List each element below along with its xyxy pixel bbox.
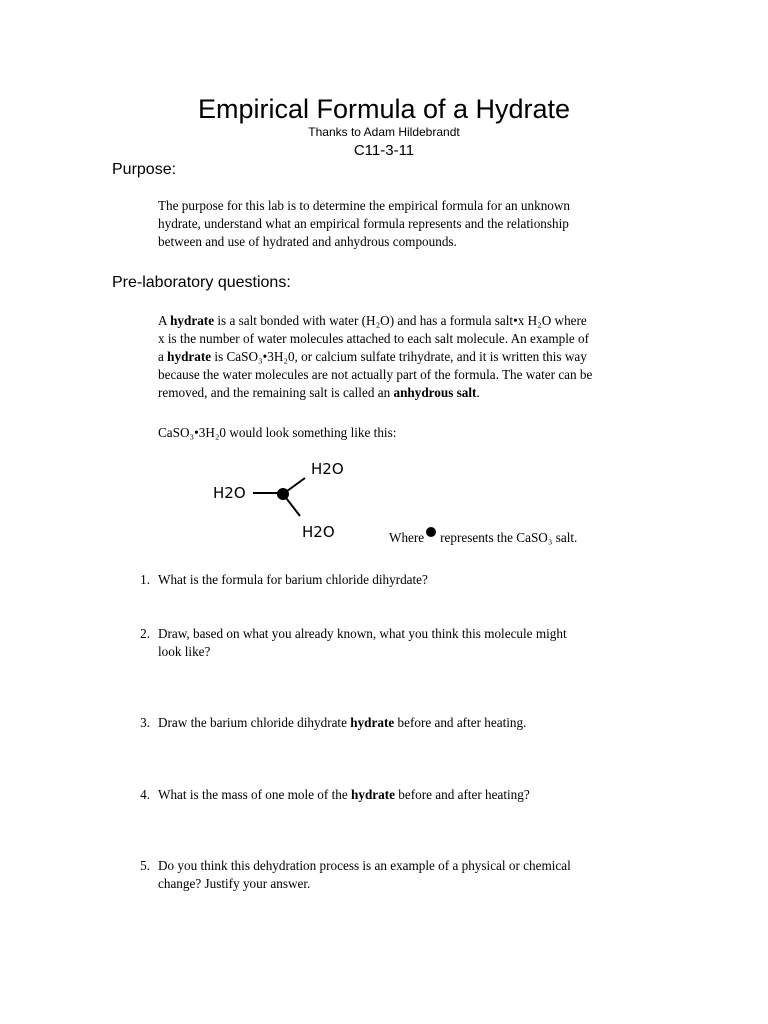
water-label-bottom: H2O: [302, 523, 335, 541]
question-number: 4.: [140, 787, 150, 802]
question-number: 3.: [140, 715, 150, 730]
diagram-intro: CaSO₃•3H₂0 would look something like this:: [158, 425, 397, 440]
salt-dot-icon: [277, 488, 289, 500]
question-text: Draw the barium chloride dihydrate hydrate before and after heating.: [158, 715, 527, 730]
hydrate-line: A hydrate is a salt bonded with water (H₂O) and has a formula salt•x H₂O where: [158, 313, 587, 328]
purpose-line: between and use of hydrated and anhydrous compounds.: [158, 234, 457, 249]
prelab-heading: Pre-laboratory questions:: [112, 274, 291, 291]
hydrate-line: because the water molecules are not actually part of the formula. The water can be: [158, 367, 593, 382]
page-title: Empirical Formula of a Hydrate: [197, 94, 571, 124]
hydrate-line: a hydrate is CaSO₃•3H₂0, or calcium sulfate trihydrate, and it is written this way: [158, 349, 587, 364]
diagram-legend: Where represents the CaSO₃ salt.: [389, 529, 577, 547]
hydrate-line: removed, and the remaining salt is called an anhydrous salt.: [158, 385, 480, 400]
question-text: Draw, based on what you already known, what you think this molecule might: [158, 626, 567, 641]
purpose-paragraph: [158, 197, 648, 251]
bond-top: [283, 478, 305, 494]
water-label-left: H2O: [213, 484, 246, 502]
purpose-line: hydrate, understand what an empirical formula represents and the relationship: [158, 216, 569, 231]
purpose-heading: Purpose:: [112, 161, 177, 178]
credit-line: Thanks to Adam Hildebrandt: [308, 125, 460, 139]
question-text: change? Justify your answer.: [158, 876, 311, 891]
water-label-top: H2O: [311, 460, 344, 478]
question-number: 1.: [140, 572, 150, 587]
document-code: C11-3-11: [353, 142, 415, 159]
hydrate-paragraph: [158, 312, 648, 402]
bond-bottom: [283, 494, 300, 516]
hydrate-line: x is the number of water molecules attached to each salt molecule. An example of: [158, 331, 590, 346]
question-text: Do you think this dehydration process is an example of a physical or chemical: [158, 858, 571, 873]
question-text: look like?: [158, 644, 211, 659]
question-number: 2.: [140, 626, 150, 641]
question-text: What is the formula for barium chloride dihyrdate?: [158, 572, 428, 587]
salt-dot-icon: [426, 527, 436, 537]
purpose-line: The purpose for this lab is to determine the empirical formula for an unknown: [158, 198, 570, 213]
question-number: 5.: [140, 858, 150, 873]
question-text: What is the mass of one mole of the hydrate before and after heating?: [158, 787, 530, 802]
